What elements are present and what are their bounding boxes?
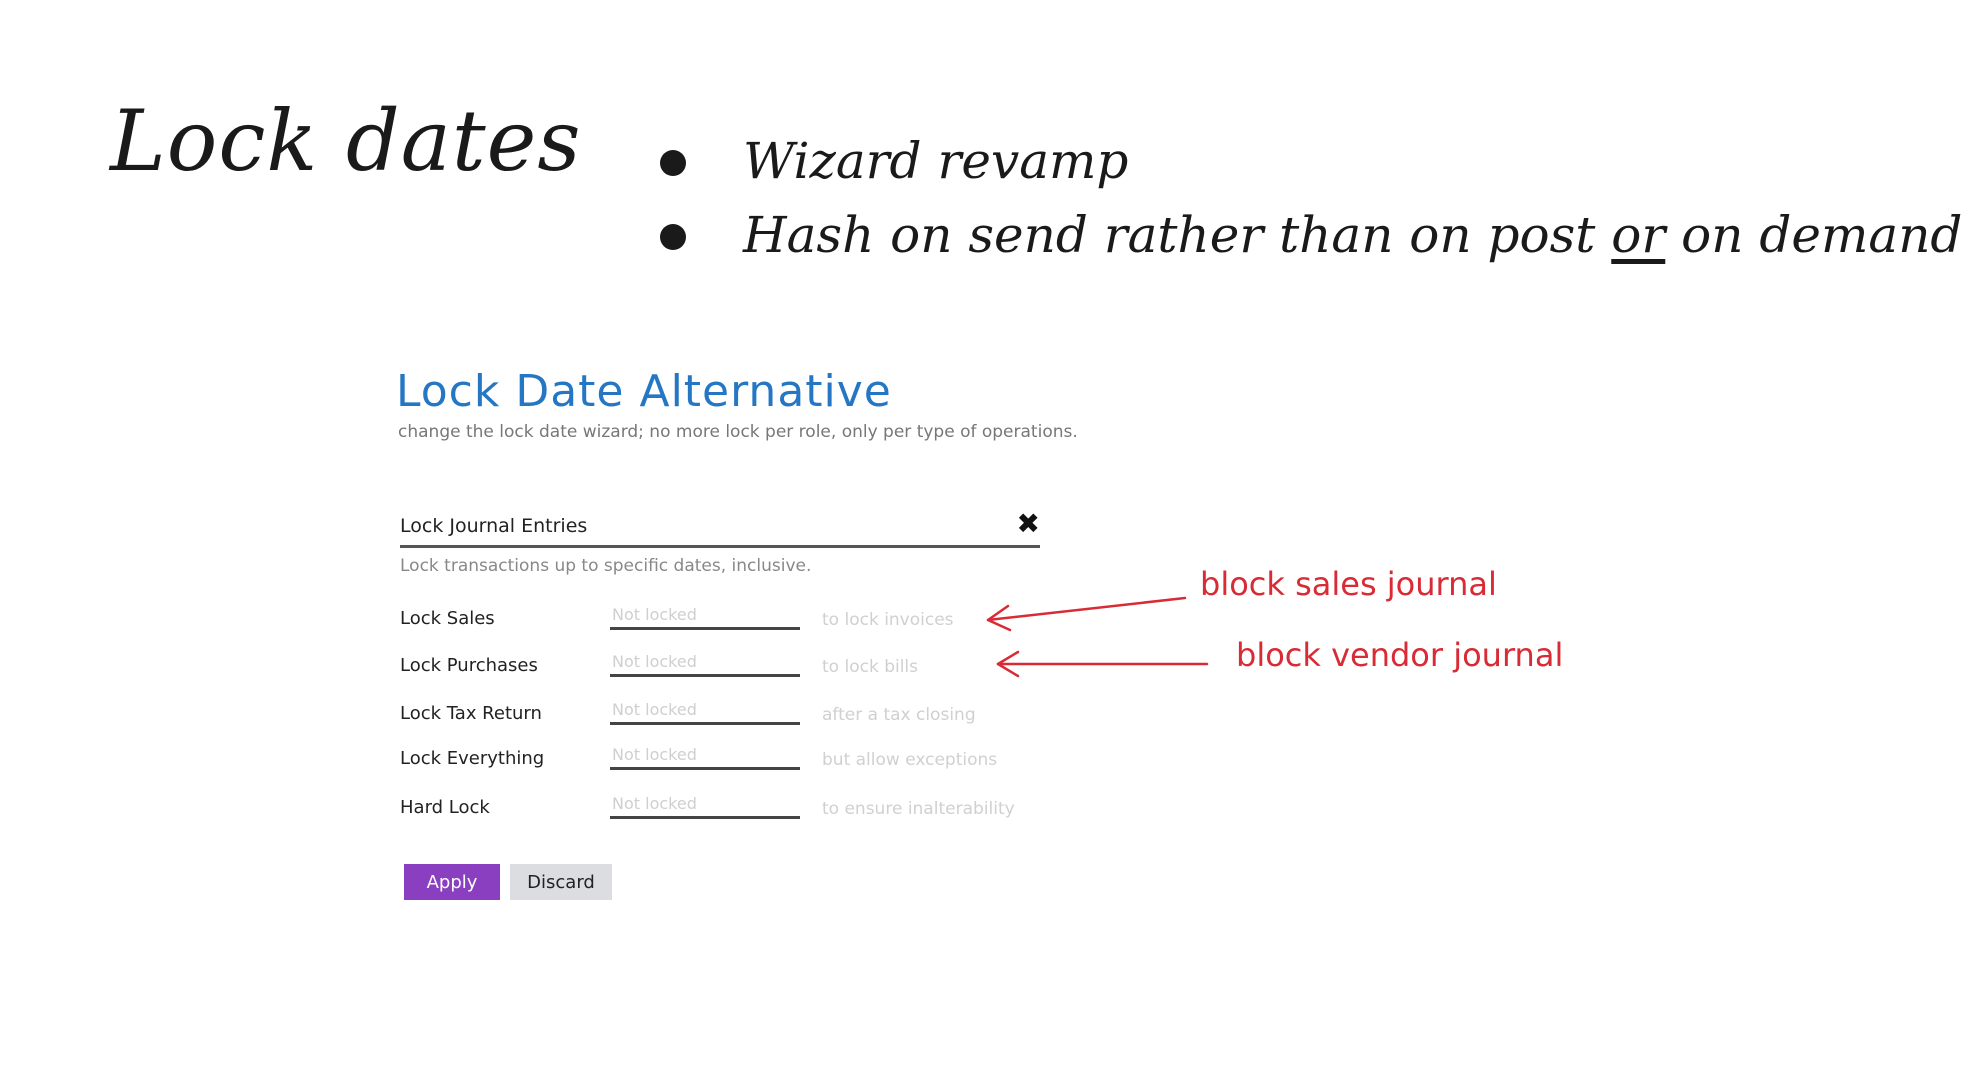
lock-row-label: Lock Tax Return [400, 703, 542, 724]
lock-sales-date-field[interactable] [610, 602, 800, 630]
lock-row-hint: to lock invoices [822, 610, 954, 630]
discard-button[interactable]: Discard [510, 864, 612, 900]
section-description: Lock transactions up to specific dates, inclusive. [400, 556, 812, 576]
bullet-dot-icon [660, 224, 686, 250]
bullet-dot-icon [660, 150, 686, 176]
close-icon[interactable]: ✖ [1016, 507, 1040, 540]
section-header [400, 509, 1040, 548]
lock-purchases-date-field[interactable] [610, 649, 800, 677]
slide-title: Lock dates [110, 92, 582, 190]
lock-row-purchases [400, 649, 1100, 683]
lock-row-tax-return [400, 697, 1100, 731]
hard-lock-date-field[interactable] [610, 791, 800, 819]
annotation-label: block sales journal [1200, 565, 1497, 603]
lock-tax-return-date-field[interactable] [610, 697, 800, 725]
wizard-title: Lock Date Alternative [396, 366, 892, 417]
bullet-item [655, 198, 1962, 272]
bullet-item [655, 124, 1962, 198]
lock-row-label: Lock Sales [400, 608, 495, 629]
wizard-subtitle: change the lock date wizard; no more lock per role, only per type of operations. [398, 422, 1078, 442]
bullet-text: Wizard revamp [743, 132, 1129, 190]
lock-row-hint: but allow exceptions [822, 750, 998, 770]
lock-row-hint: to ensure inalterability [822, 799, 1015, 819]
section-label: Lock Journal Entries [400, 515, 588, 537]
lock-row-label: Hard Lock [400, 797, 490, 818]
lock-row-sales [400, 602, 1100, 636]
lock-row-hint: to lock bills [822, 657, 919, 677]
lock-row-everything [400, 742, 1100, 776]
bullet-text-start: Hash on send rather than on post [743, 206, 1612, 264]
bullet-text-end: on demand [1665, 206, 1962, 264]
apply-button[interactable]: Apply [404, 864, 500, 900]
annotation-label: block vendor journal [1236, 636, 1564, 674]
lock-row-hard-lock [400, 791, 1100, 825]
bullet-list [655, 124, 1962, 272]
lock-row-label: Lock Purchases [400, 655, 538, 676]
lock-everything-date-field[interactable] [610, 742, 800, 770]
lock-row-label: Lock Everything [400, 748, 545, 769]
lock-row-hint: after a tax closing [822, 705, 976, 725]
bullet-text-underlined: or [1611, 206, 1666, 264]
